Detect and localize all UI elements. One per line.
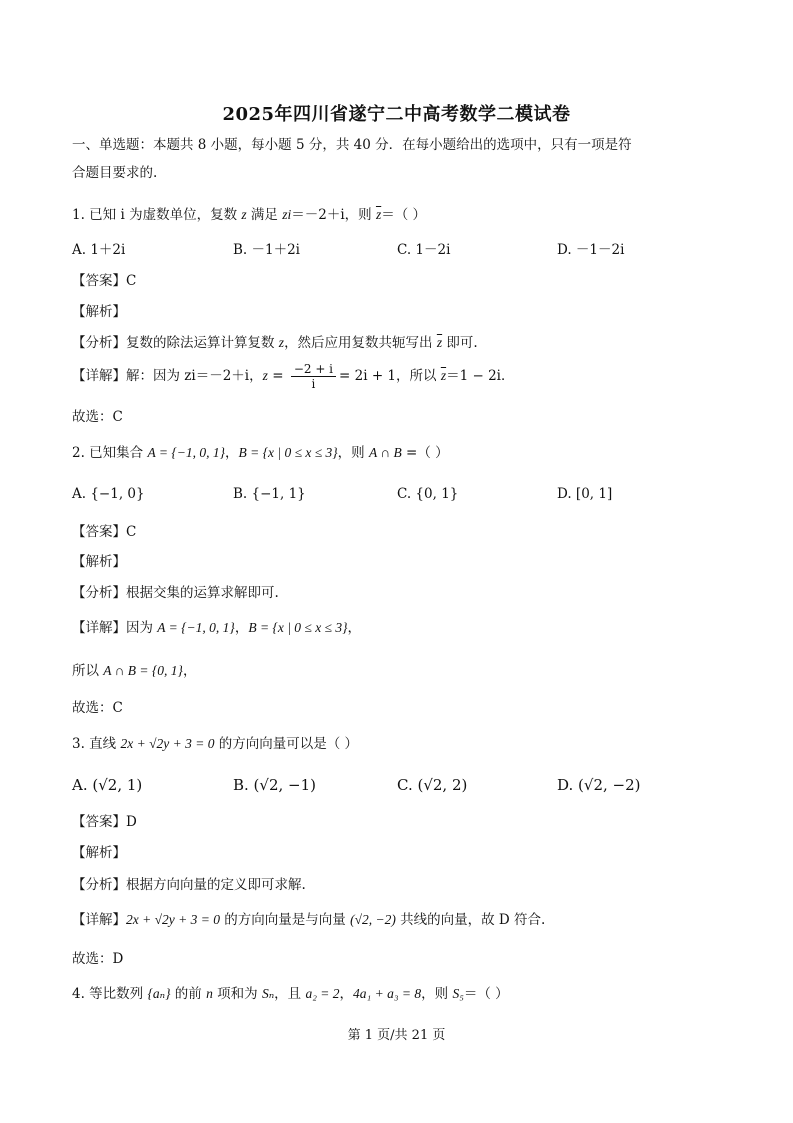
q4-sn: Sₙ: [261, 986, 275, 1001]
q1-choose-label: 故选：: [72, 409, 113, 425]
q1-detail-text-c: ＝1 − 2i．: [446, 368, 515, 384]
q1-stem-text-b: 满足: [246, 207, 283, 223]
q4-cond: 4a₁ + a₃ = 8: [353, 986, 422, 1001]
q2-so-result: A ∩ B = {0, 1}: [103, 663, 183, 678]
q3-detail-text-b: 共线的向量，故 D 符合.: [395, 912, 546, 928]
q2-stem-text-c: =（ ）: [401, 445, 449, 461]
q2-so-end: ，: [182, 663, 197, 679]
q1-fenxi-var: z: [278, 335, 285, 350]
q2-answer-value: C: [126, 524, 137, 540]
q3-detail-vec: (√2, −2): [350, 912, 396, 927]
q3-fenxi-text: 根据方向向量的定义即可求解.: [126, 877, 306, 893]
q2-option-b: B. {−1, 1}: [233, 486, 306, 502]
q4-a2: a₂ = 2: [305, 986, 340, 1001]
q2-detail-end: ，: [347, 620, 361, 636]
q2-answer-label: 【答案】: [72, 524, 126, 540]
q1-stem: [72, 206, 426, 224]
q1-stem-conj: $\overline{z}$: [375, 207, 382, 222]
q3-line-eq: 2x + √2y + 3 = 0: [120, 736, 215, 751]
q3-stem-text-b: 的方向向量可以是（ ）: [214, 736, 359, 752]
q1-frac-den: i: [311, 377, 316, 391]
q1-detail: [72, 362, 514, 391]
q2-set-a: A = {−1, 0, 1}: [147, 445, 225, 460]
q4-s5: S₅: [452, 986, 464, 1001]
q1-detail-z: z: [262, 368, 268, 383]
section-header-line1: 一、单选题：本题共 8 小题，每小题 5 分，共 40 分．在每小题给出的选项中，只有一项是符: [72, 137, 632, 153]
q3-analysis-label: [72, 844, 126, 862]
q3-detail: [72, 911, 545, 929]
q2-fenxi: [72, 584, 279, 602]
q2-stem-text-b: ，则: [337, 445, 369, 461]
q4-stem-text-b: 的前: [170, 986, 207, 1002]
q1-stem-text-a: 1. 已知 i 为虚数单位，复数: [72, 207, 242, 223]
q1-fenxi: [72, 334, 478, 352]
q1-analysis-text: 【解析】: [72, 304, 126, 320]
page-footer: 第 1 页/共 21 页: [347, 1028, 446, 1043]
q3-option-d: D. (√2, −2): [557, 776, 641, 794]
q4-stem-text-f: ，则: [421, 986, 453, 1002]
q4-seq: {aₙ}: [147, 986, 171, 1001]
q1-detail-text-a: 解：因为 zi＝－2＋i，: [126, 368, 263, 384]
q1-stem-text-c: ＝－2＋i，则: [291, 207, 376, 223]
q1-answer-label: 【答案】: [72, 273, 126, 289]
q2-stem-text-a: 2. 已知集合: [72, 445, 148, 461]
q1-fenxi-text-c: 即可.: [442, 335, 478, 351]
q2-detail-sep: ，: [234, 620, 249, 636]
q4-stem-text-a: 4. 等比数列: [72, 986, 148, 1002]
q1-analysis-label: [72, 303, 126, 321]
q1-option-c: C. 1－2i: [397, 242, 451, 258]
q2-detail-label: 【详解】: [72, 620, 126, 636]
q3-choose-label: 故选：: [72, 951, 113, 967]
q3-choose-value: D: [112, 951, 124, 967]
q2-intersection: A ∩ B: [368, 445, 402, 460]
q3-option-c: C. (√2, 2): [397, 776, 468, 794]
q1-fenxi-label: 【分析】: [72, 335, 126, 351]
q3-fenxi-label: 【分析】: [72, 877, 126, 893]
q1-answer-value: C: [126, 273, 137, 289]
q2-choose-label: 故选：: [72, 700, 113, 716]
q1-fenxi-text-a: 复数的除法运算计算复数: [126, 335, 279, 351]
q1-option-a: A. 1＋2i: [72, 242, 126, 258]
q3-detail-text-a: 的方向向量是与向量: [219, 912, 351, 928]
q2-stem: [72, 444, 449, 462]
q2-detail: [72, 619, 361, 637]
q2-detail-set-a: A = {−1, 0, 1}: [157, 620, 235, 635]
q1-answer: [72, 272, 136, 290]
q1-detail-fraction: [291, 362, 336, 391]
q3-fenxi: [72, 876, 306, 894]
q1-detail-conj: $\overline{z}$: [440, 368, 447, 383]
q2-answer: [72, 523, 136, 541]
q1-detail-label: 【详解】: [72, 368, 126, 384]
q4-stem-text-c: 项和为: [212, 986, 262, 1002]
q2-sep: ，: [225, 445, 239, 461]
q2-choose-value: C: [112, 700, 123, 716]
q2-set-b: B = {x | 0 ≤ x ≤ 3}: [238, 445, 338, 460]
q1-choose-value: C: [112, 409, 123, 425]
q3-option-a: A. (√2, 1): [72, 776, 143, 794]
q2-detail-set-b: B = {x | 0 ≤ x ≤ 3}: [248, 620, 348, 635]
q4-n: n: [206, 986, 213, 1001]
q2-choose: [72, 699, 123, 717]
q3-analysis-text: 【解析】: [72, 845, 126, 861]
q4-stem-text-d: ，且: [274, 986, 306, 1002]
q3-stem-text-a: 3. 直线: [72, 736, 121, 752]
section-header-line2: 合题目要求的.: [72, 165, 158, 181]
q2-fenxi-label: 【分析】: [72, 585, 126, 601]
q1-choose: [72, 408, 123, 426]
q3-detail-label: 【详解】: [72, 912, 126, 928]
q2-so: [72, 662, 196, 680]
q2-so-text: 所以: [72, 663, 104, 679]
q1-option-d: D. －1－2i: [557, 242, 625, 258]
q3-option-b: B. (√2, −1): [233, 776, 317, 794]
q3-answer-value: D: [126, 814, 137, 830]
q1-option-b: B. －1＋2i: [233, 242, 300, 258]
q3-choose: [72, 950, 123, 968]
q1-fenxi-text-b: ，然后应用复数共轭写出: [284, 335, 437, 351]
q2-fenxi-text: 根据交集的运算求解即可.: [126, 585, 279, 601]
q2-option-a: A. {−1, 0}: [72, 486, 145, 502]
q2-analysis-text: 【解析】: [72, 554, 126, 570]
q2-analysis-label: [72, 553, 126, 571]
page-title: 2025年四川省遂宁二中高考数学二模试卷: [222, 104, 571, 125]
q4-stem-text-e: ，: [339, 986, 354, 1002]
q2-detail-text-a: 因为: [126, 620, 158, 636]
q3-answer-label: 【答案】: [72, 814, 126, 830]
q1-stem-eq: zi: [282, 207, 292, 222]
q1-stem-text-d: ＝（ ）: [381, 207, 427, 223]
q4-stem: [72, 985, 509, 1003]
q1-fenxi-conj: $\overline{z}$: [436, 335, 443, 350]
q4-stem-text-g: ＝（ ）: [463, 986, 509, 1002]
q1-detail-text-b: = 2i + 1，所以: [339, 368, 441, 384]
q1-detail-eq: =: [267, 368, 288, 384]
q3-detail-eq: 2x + √2y + 3 = 0: [126, 912, 220, 927]
q1-frac-num: −2 + i: [291, 362, 336, 377]
q1-stem-var: z: [241, 207, 247, 222]
q3-stem: [72, 735, 358, 753]
q2-option-d: D. [0, 1]: [557, 486, 613, 502]
q2-option-c: C. {0, 1}: [397, 486, 459, 502]
q3-answer: [72, 813, 137, 831]
